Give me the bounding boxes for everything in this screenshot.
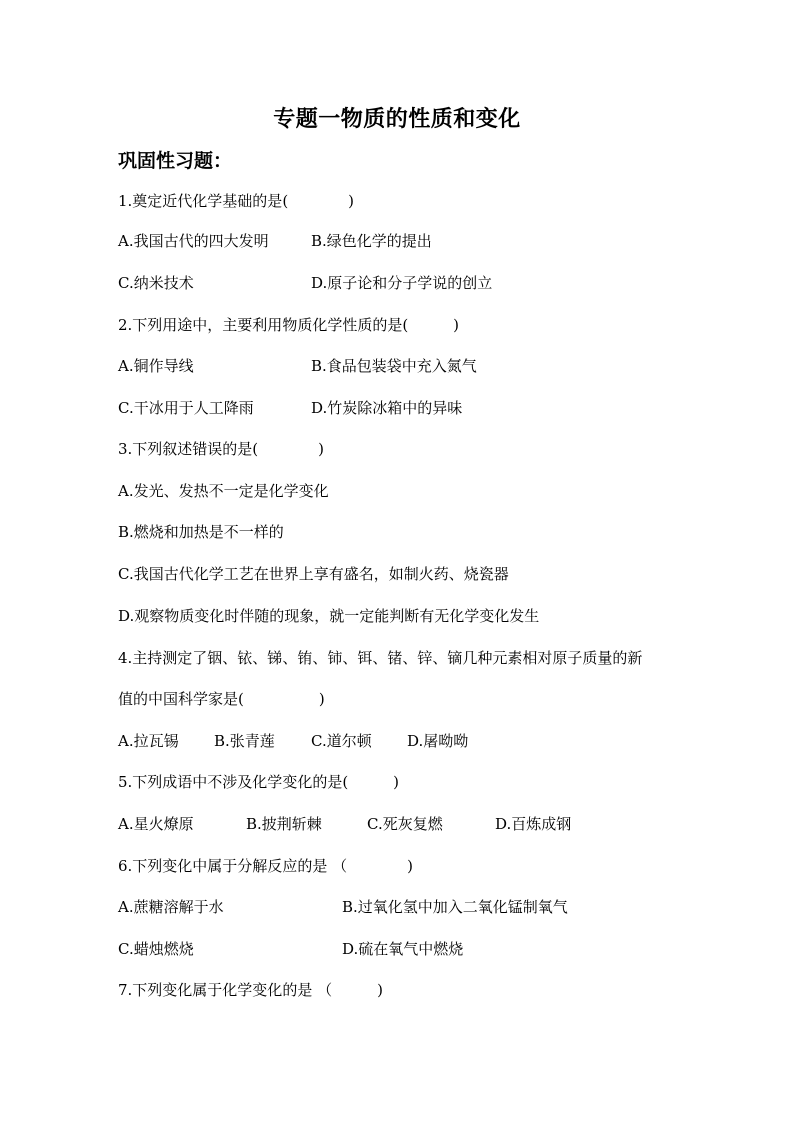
question-3-option-a: A.发光、发热不一定是化学变化 bbox=[118, 482, 329, 500]
question-1-stem: 1.奠定近代化学基础的是( ) bbox=[118, 192, 355, 210]
question-3-stem: 3.下列叙述错误的是( ) bbox=[118, 440, 325, 458]
option-b: B.披荆斩棘 bbox=[246, 815, 322, 833]
option-d: D.百炼成钢 bbox=[495, 815, 572, 833]
option-a: A.蔗糖溶解于水 bbox=[118, 898, 224, 916]
option-a: A.拉瓦锡 bbox=[118, 732, 179, 750]
question-6-stem: 6.下列变化中属于分解反应的是 （ ) bbox=[118, 857, 413, 875]
option-b: B.食品包装袋中充入氮气 bbox=[311, 357, 477, 375]
option-d: D.屠呦呦 bbox=[407, 732, 469, 750]
question-5-stem: 5.下列成语中不涉及化学变化的是( ) bbox=[118, 773, 400, 791]
question-4-stem-line-1: 4.主持测定了铟、铱、锑、铕、铈、铒、锗、锌、镝几种元素相对原子质量的新 bbox=[118, 649, 643, 667]
page-title: 专题一物质的性质和变化 bbox=[273, 106, 521, 132]
option-b: B.绿色化学的提出 bbox=[311, 232, 432, 250]
option-d: D.硫在氧气中燃烧 bbox=[342, 940, 464, 958]
question-3-option-d: D.观察物质变化时伴随的现象，就一定能判断有无化学变化发生 bbox=[118, 607, 540, 625]
option-b: B.过氧化氢中加入二氧化锰制氧气 bbox=[342, 898, 568, 916]
question-3-option-b: B.燃烧和加热是不一样的 bbox=[118, 523, 284, 541]
question-7-stem: 7.下列变化属于化学变化的是 （ ) bbox=[118, 981, 383, 999]
option-d: D.竹炭除冰箱中的异味 bbox=[311, 399, 463, 417]
option-c: C.干冰用于人工降雨 bbox=[118, 399, 254, 417]
question-3-option-c: C.我国古代化学工艺在世界上享有盛名，如制火药、烧瓷器 bbox=[118, 565, 509, 583]
option-a: A.我国古代的四大发明 bbox=[118, 232, 269, 250]
option-c: C.死灰复燃 bbox=[367, 815, 443, 833]
question-2-stem: 2.下列用途中，主要利用物质化学性质的是( ) bbox=[118, 316, 460, 334]
section-heading: 巩固性习题： bbox=[118, 150, 233, 172]
question-4-stem-line-2: 值的中国科学家是( ) bbox=[118, 690, 325, 708]
option-a: A.铜作导线 bbox=[118, 357, 194, 375]
option-a: A.星火燎原 bbox=[118, 815, 194, 833]
option-c: C.道尔顿 bbox=[311, 732, 372, 750]
option-d: D.原子论和分子学说的创立 bbox=[311, 274, 493, 292]
option-b: B.张青莲 bbox=[214, 732, 275, 750]
option-c: C.纳米技术 bbox=[118, 274, 194, 292]
option-c: C.蜡烛燃烧 bbox=[118, 940, 194, 958]
